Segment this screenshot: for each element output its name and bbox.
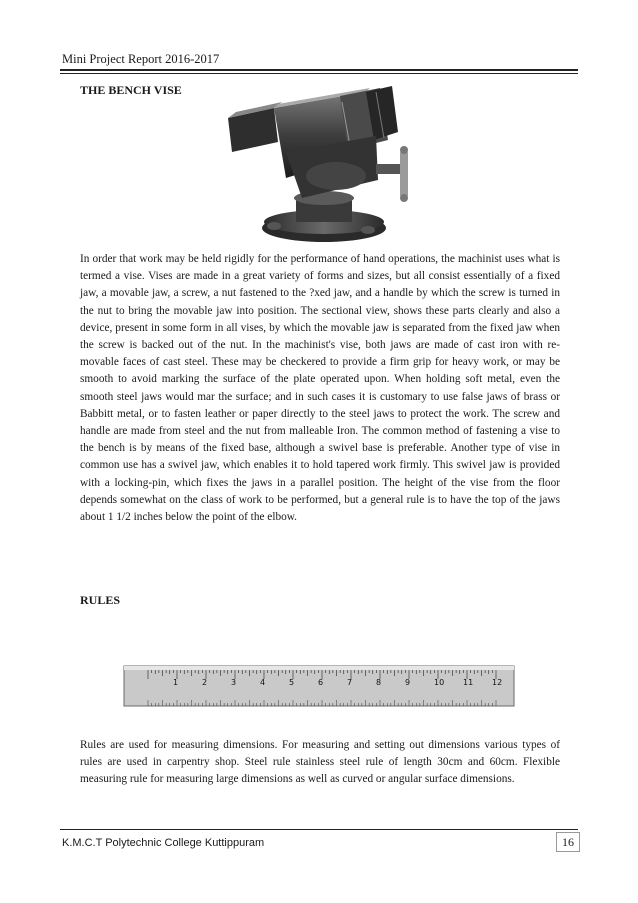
bench-vise-image bbox=[216, 80, 434, 252]
header-rule-thin bbox=[60, 73, 578, 74]
section-heading-bench-vise: THE BENCH VISE bbox=[80, 83, 182, 97]
bench-vise-paragraph: In order that work may be held rigidly for the performance of hand operations, the machinist uses what is termed a vise. Vises are made in a great variety of forms and sizes, but all consist essentially of a fixed jaw, a movable jaw, a screw, a nut fastened to the ?xed jaw, and a handle by which the screw is turned in the nut to bring the movable jaw into position. The sectional view, shows these parts clearly and also a device, present in some form in all vises, by which the movable jaw is separated from the fixed jaw when the screw is backed out of the nut. In the machinist's vise, both jaws are made of cast iron with re-movable faces of cast steel. These may be checkered to provide a firm grip for heavy work, or may be smooth to avoid marking the surface of the plate operated upon. When holding soft metal, even the smooth steel jaws would mar the surface; and in such cases it is customary to use false jaws of brass or Babbitt metal, or to fasten leather or paper directly to the steel jaws to protect the work. The screw and handle are made from steel and the nut from malleable Iron. The common method of fastening a vise to the bench is by means of the fixed base, although a swivel base is preferable. Another type of vise in common use has a swivel jaw, which enables it to hold tapered work firmly. This swivel jaw is provided with a locking-pin, which fixes the jaws in a parallel position. The height of the vise from the floor depends somewhat on the class of work to be performed, but a general rule is to have the top of the jaws about 1 1/2 inches below the point of the elbow. bbox=[80, 253, 560, 524]
footer-institution: K.M.C.T Polytechnic College Kuttippuram bbox=[62, 837, 265, 849]
header-rule bbox=[60, 69, 578, 71]
page-number: 16 bbox=[556, 832, 580, 852]
ruler-number: 7 bbox=[347, 678, 353, 687]
footer-rule bbox=[60, 829, 578, 830]
ruler-number: 4 bbox=[260, 678, 266, 687]
ruler-number: 11 bbox=[463, 678, 474, 687]
rules-paragraph: Rules are used for measuring dimensions. For measuring and setting out dimensions various types of rules are used in carpentry shop. Steel rule stainless steel rule of length 30cm and 60cm. Flexible measuring rule for measuring large dimensions as well as curved or angular surface dimensions. bbox=[80, 739, 560, 786]
ruler-number: 8 bbox=[376, 678, 382, 687]
ruler-number: 5 bbox=[289, 678, 295, 687]
ruler-number: 3 bbox=[231, 678, 237, 687]
ruler-number: 1 bbox=[173, 678, 179, 687]
header-title: Mini Project Report 2016-2017 bbox=[62, 52, 220, 66]
ruler-number: 9 bbox=[405, 678, 411, 687]
ruler-number: 12 bbox=[492, 678, 503, 687]
steel-rule-image bbox=[122, 660, 516, 712]
ruler-number: 6 bbox=[318, 678, 324, 687]
section-heading-rules: RULES bbox=[80, 593, 121, 607]
ruler-number: 10 bbox=[434, 678, 445, 687]
ruler-number: 2 bbox=[202, 678, 208, 687]
